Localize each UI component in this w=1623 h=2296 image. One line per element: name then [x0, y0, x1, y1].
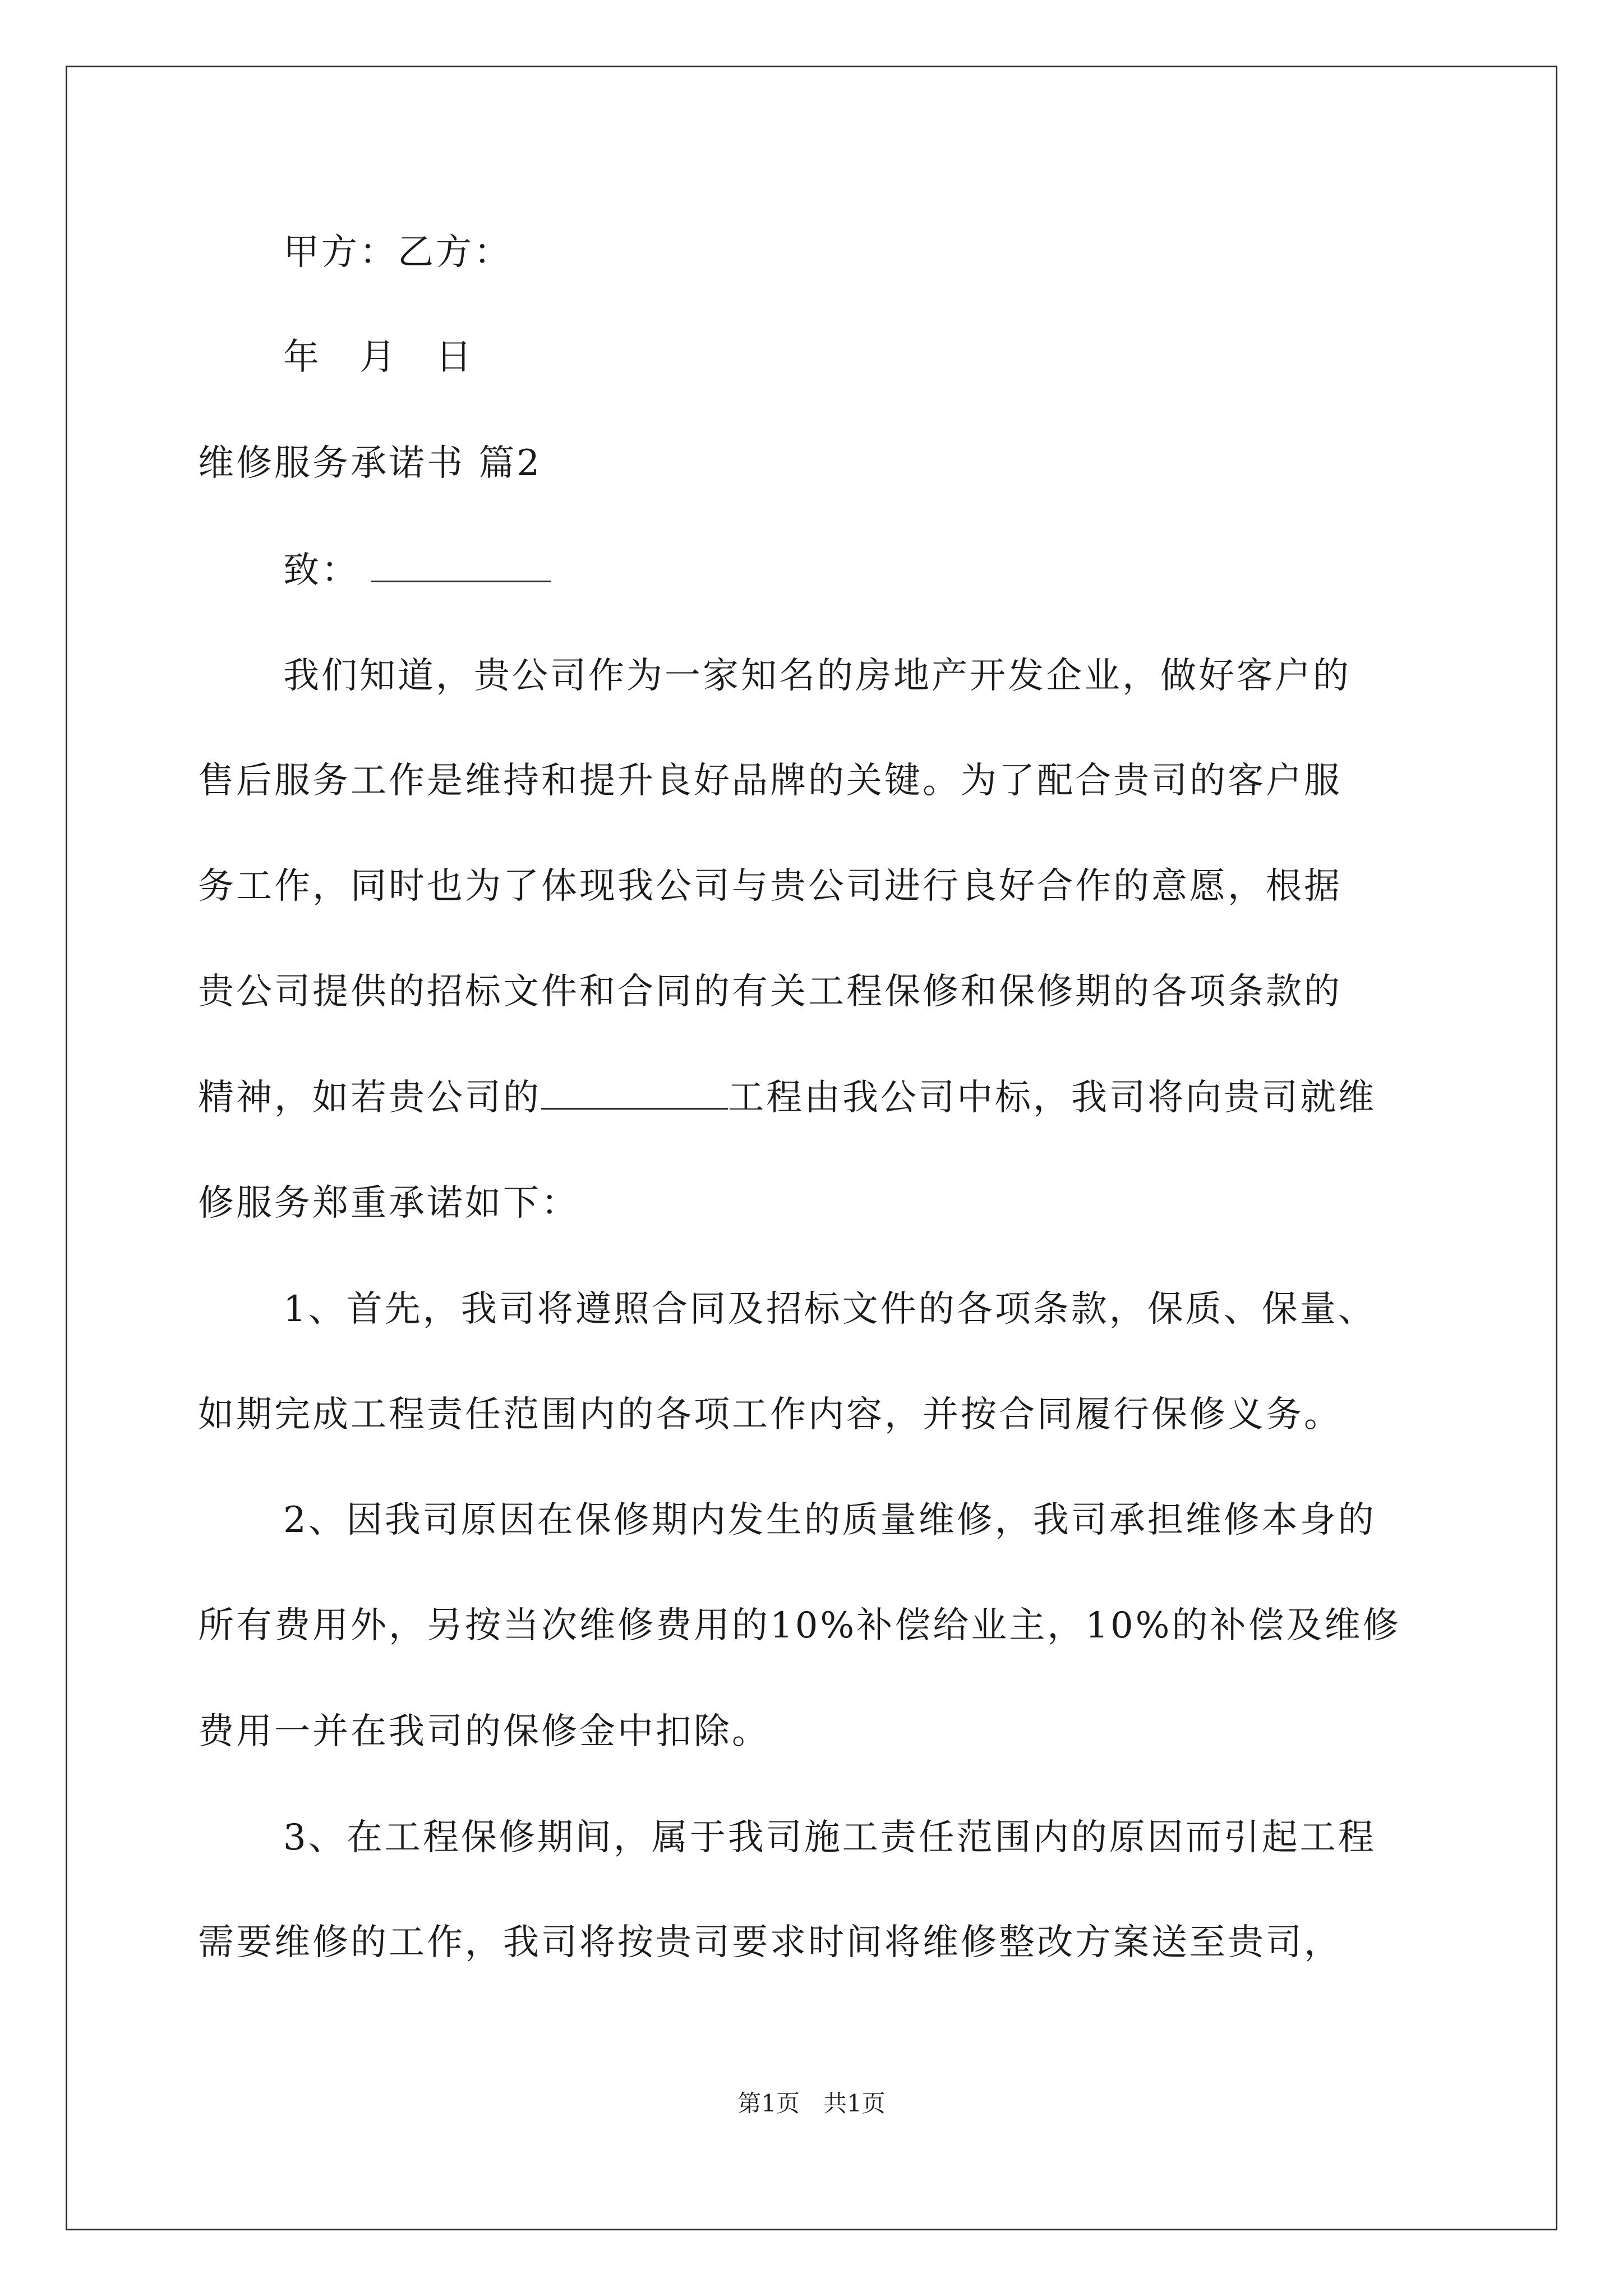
page-border [66, 66, 1557, 2230]
page-footer: 第1页 共1页 [737, 2090, 886, 2117]
clause-2-line: 2、因我司原因在保修期内发生的质量维修，我司承担维修本身的 [283, 1499, 1376, 1541]
addressee-label: 致： [283, 550, 359, 591]
body-text-before-blank: 精神，如若贵公司的 [198, 1077, 541, 1119]
body-line: 务工作，同时也为了体现我公司与贵公司进行良好合作的意愿，根据 [198, 866, 1342, 907]
date-line: 年 月 日 [283, 337, 474, 378]
body-line: 修服务郑重承诺如下： [198, 1182, 579, 1224]
clause-3-line: 需要维修的工作，我司将按贵司要求时间将维修整改方案送至贵司， [198, 1922, 1342, 1963]
body-line [198, 1075, 1376, 1120]
body-line: 贵公司提供的招标文件和合同的有关工程保修和保修期的各项条款的 [198, 971, 1342, 1013]
clause-1-line: 1、首先，我司将遵照合同及招标文件的各项条款，保质、保量、 [283, 1289, 1376, 1330]
body-text-after-blank: 工程由我公司中标，我司将向贵司就维 [728, 1077, 1376, 1119]
addressee-line [283, 548, 551, 593]
body-line: 我们知道，贵公司作为一家知名的房地产开发企业，做好客户的 [283, 655, 1351, 697]
parties-line: 甲方：乙方： [283, 232, 512, 273]
body-line: 售后服务工作是维持和提升良好品牌的关键。为了配合贵司的客户服 [198, 760, 1342, 802]
project-name-blank [541, 1078, 728, 1110]
clause-2-line: 所有费用外，另按当次维修费用的10%补偿给业主，10%的补偿及维修 [198, 1605, 1401, 1646]
section-heading: 维修服务承诺书 篇2 [198, 443, 542, 484]
addressee-blank [371, 550, 551, 582]
clause-1-line: 如期完成工程责任范围内的各项工作内容，并按合同履行保修义务。 [198, 1394, 1342, 1435]
clause-3-line: 3、在工程保修期间，属于我司施工责任范围内的原因而引起工程 [283, 1817, 1376, 1858]
clause-2-line: 费用一并在我司的保修金中扣除。 [198, 1711, 770, 1752]
